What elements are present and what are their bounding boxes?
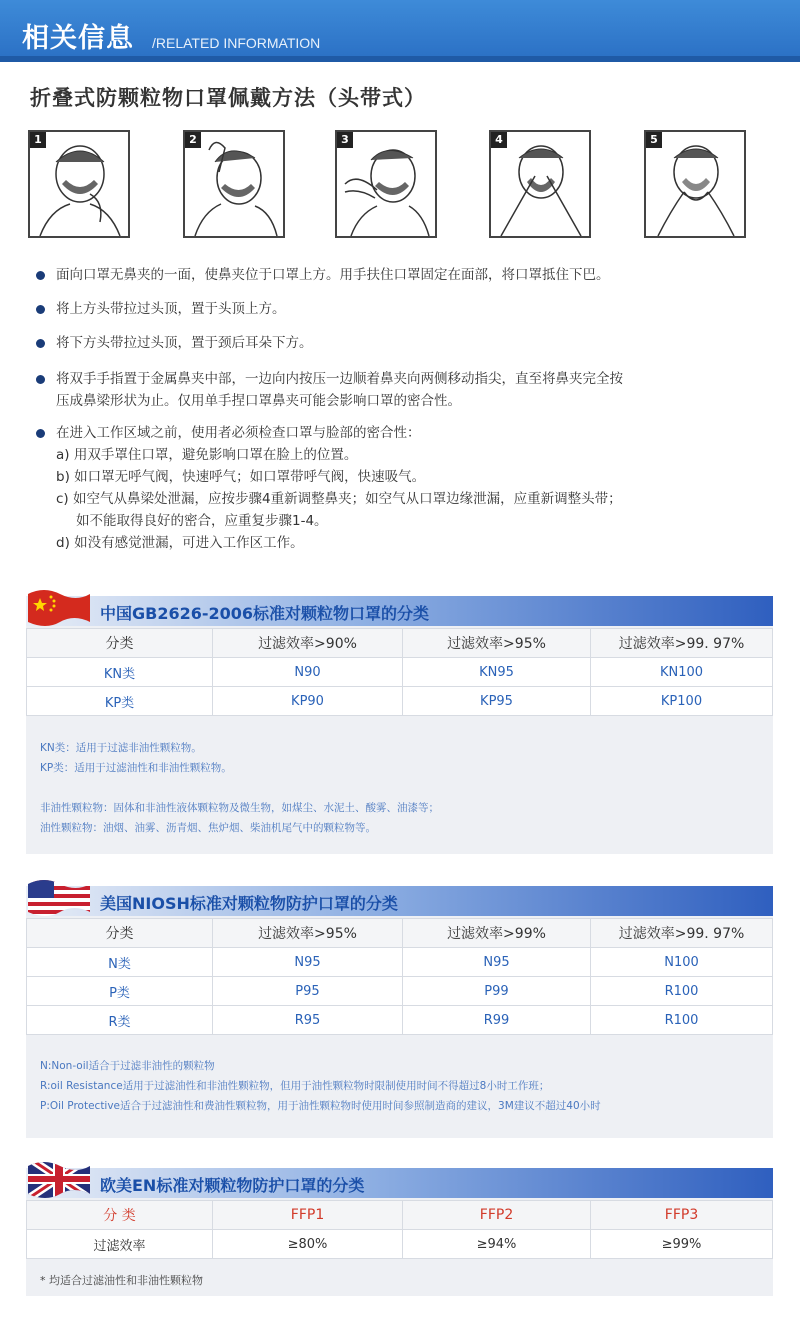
table-cell: P类	[27, 977, 213, 1006]
section-banner	[26, 886, 773, 916]
wearing-steps	[28, 130, 748, 238]
eu-standard-table	[26, 1200, 773, 1259]
china-note: KP类：适用于过滤油性和非油性颗粒物。	[40, 762, 232, 774]
check-step-b: b) 如口罩无呼气阀，快速呼气；如口罩带呼气阀，快速吸气。	[56, 469, 426, 485]
table-cell: R100	[591, 977, 773, 1006]
uk-flag-icon	[26, 1156, 92, 1200]
table-row	[27, 1230, 773, 1259]
method-title: 折叠式防颗粒物口罩佩戴方法（头带式）	[30, 86, 426, 110]
usa-flag-icon	[26, 874, 92, 918]
step-illustration	[28, 130, 130, 238]
step-number: 2	[185, 132, 201, 148]
step-illustration	[644, 130, 746, 238]
table-header-cell: 过滤效率>99%	[403, 919, 591, 948]
table-cell: N100	[591, 948, 773, 977]
table-header-cell: FFP3	[591, 1201, 773, 1230]
china-standard-title: 中国GB2626-2006标准对颗粒物口罩的分类	[100, 604, 430, 623]
table-header-row	[27, 1201, 773, 1230]
china-note: 油性颗粒物：油烟、油雾、沥青烟、焦炉烟、柴油机尾气中的颗粒物等。	[40, 822, 376, 834]
table-cell: R类	[27, 1006, 213, 1035]
table-header-cell: 过滤效率>95%	[213, 919, 403, 948]
usa-note: R:oil Resistance适用于过滤油性和非油性颗粒物，但用于油性颗粒物时限制使用时间不得超过8小时工作班；	[40, 1080, 550, 1092]
table-cell: N95	[213, 948, 403, 977]
step-number: 1	[30, 132, 46, 148]
step-illustration	[183, 130, 285, 238]
table-cell: R100	[591, 1006, 773, 1035]
check-step-c: c) 如空气从鼻梁处泄漏，应按步骤4重新调整鼻夹；如空气从口罩边缘泄漏，应重新调整头带；	[56, 491, 622, 507]
table-cell: KN100	[591, 658, 773, 687]
china-flag-icon	[26, 584, 92, 628]
table-header-cell: 过滤效率>95%	[403, 629, 591, 658]
table-header-cell: 过滤效率>90%	[213, 629, 403, 658]
table-row	[27, 977, 773, 1006]
bullet-dot-icon	[36, 305, 45, 314]
table-row	[27, 948, 773, 977]
table-row	[27, 1006, 773, 1035]
usa-standard-table	[26, 918, 773, 1035]
bullet-dot-icon	[36, 271, 45, 280]
table-header-cell: 分类	[27, 629, 213, 658]
table-header-cell: FFP2	[403, 1201, 591, 1230]
header-stripe	[0, 56, 800, 62]
table-cell: N类	[27, 948, 213, 977]
step-illustration	[335, 130, 437, 238]
china-note: KN类：适用于过滤非油性颗粒物。	[40, 742, 202, 754]
check-step-a: a) 用双手罩住口罩，避免影响口罩在脸上的位置。	[56, 447, 358, 463]
usa-note: P:Oil Protective适合于过滤油性和费油性颗粒物，用于油性颗粒物时使用时间参照制造商的建议，3M建议不超过40小时	[40, 1100, 601, 1112]
header-bar	[0, 0, 800, 62]
table-cell: ≥80%	[213, 1230, 403, 1259]
table-cell: R95	[213, 1006, 403, 1035]
table-cell: ≥99%	[591, 1230, 773, 1259]
usa-standard-section	[26, 886, 773, 1138]
eu-footnote: * 均适合过滤油性和非油性颗粒物	[40, 1274, 203, 1287]
table-header-cell: 过滤效率>99. 97%	[591, 919, 773, 948]
table-row	[27, 658, 773, 687]
table-cell: 过滤效率	[27, 1230, 213, 1259]
step-number: 5	[646, 132, 662, 148]
table-cell: KN类	[27, 658, 213, 687]
table-cell: KP类	[27, 687, 213, 716]
table-header-cell: FFP1	[213, 1201, 403, 1230]
table-cell: N90	[213, 658, 403, 687]
eu-standard-title: 欧美EN标准对颗粒物防护口罩的分类	[100, 1176, 365, 1195]
table-cell: P95	[213, 977, 403, 1006]
table-header-row	[27, 629, 773, 658]
header-title: 相关信息	[22, 23, 134, 54]
step-number: 3	[337, 132, 353, 148]
china-standard-section	[26, 596, 773, 854]
table-header-cell: 分 类	[27, 1201, 213, 1230]
china-note: 非油性颗粒物：固体和非油性液体颗粒物及微生物，如煤尘、水泥土、酸雾、油漆等；	[40, 802, 439, 814]
table-cell: N95	[403, 948, 591, 977]
table-cell: KP95	[403, 687, 591, 716]
table-cell: R99	[403, 1006, 591, 1035]
china-standard-table	[26, 628, 773, 716]
table-row	[27, 687, 773, 716]
bullet-dot-icon	[36, 339, 45, 348]
check-step-c-cont: 如不能取得良好的密合，应重复步骤1-4。	[76, 513, 328, 529]
step-number: 4	[491, 132, 507, 148]
table-cell: ≥94%	[403, 1230, 591, 1259]
table-header-cell: 分类	[27, 919, 213, 948]
check-step-d: d) 如没有感觉泄漏，可进入工作区工作。	[56, 535, 304, 551]
step-illustration	[489, 130, 591, 238]
table-cell: KN95	[403, 658, 591, 687]
table-cell: KP90	[213, 687, 403, 716]
table-cell: KP100	[591, 687, 773, 716]
usa-standard-title: 美国NIOSH标准对颗粒物防护口罩的分类	[100, 894, 398, 913]
header-subtitle: /RELATED INFORMATION	[152, 35, 321, 51]
usa-note: N:Non-oil适合于过滤非油性的颗粒物	[40, 1060, 215, 1072]
bullet-dot-icon	[36, 429, 45, 438]
table-cell: P99	[403, 977, 591, 1006]
section-banner	[26, 596, 773, 626]
table-header-row	[27, 919, 773, 948]
bullet-dot-icon	[36, 375, 45, 384]
section-banner	[26, 1168, 773, 1198]
table-header-cell: 过滤效率>99. 97%	[591, 629, 773, 658]
